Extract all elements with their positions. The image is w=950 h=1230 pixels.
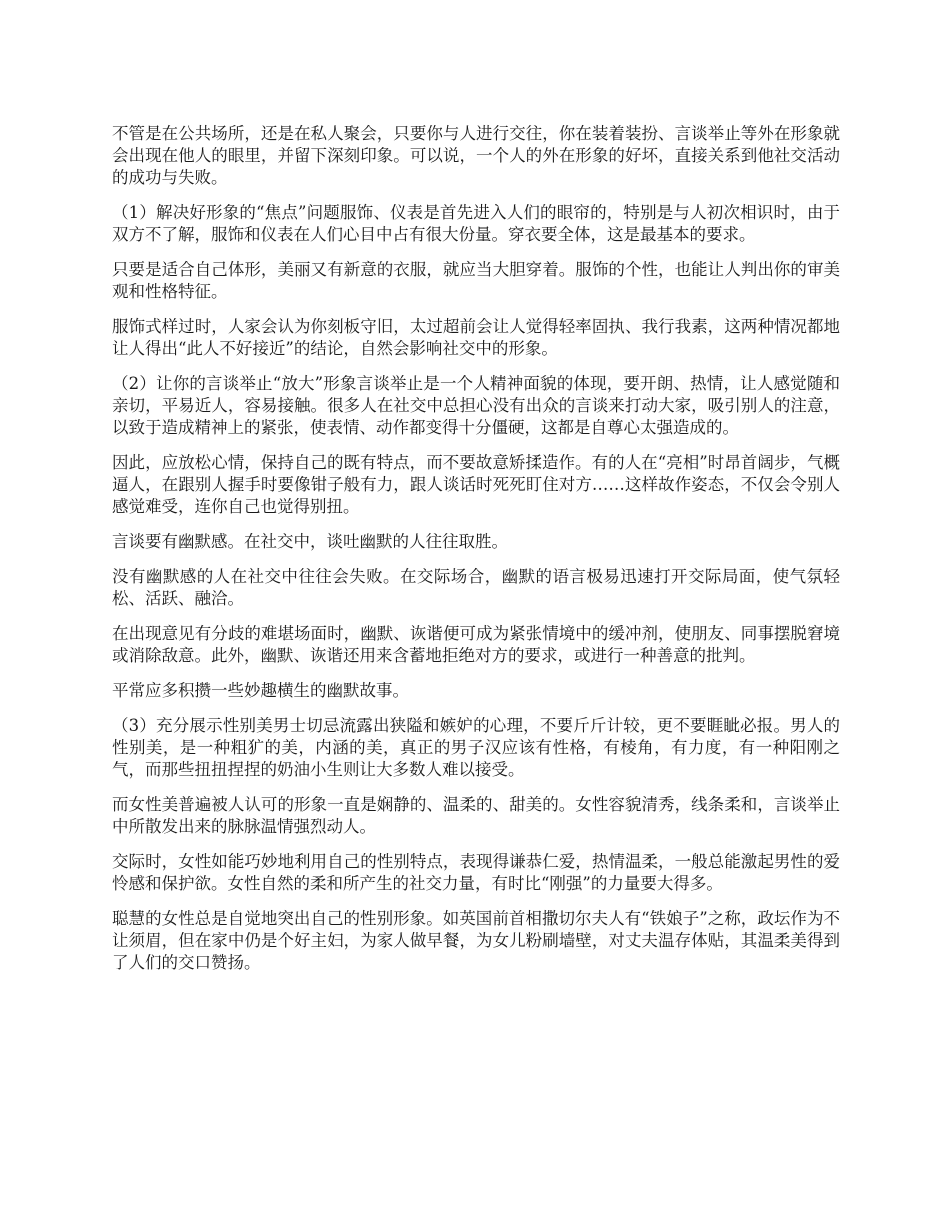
paragraph-11: （3）充分展示性别美男士切忌流露出狭隘和嫉妒的心理，不要斤斤计较，更不要睚眦必报。男人的性别美，是一种粗犷的美，内涵的美，真正的男子汉应该有性格，有棱角，有力度，有一种阳刚之气，而那些扭扭捏捏的奶油小生则让大多数人难以接受。: [112, 716, 840, 779]
paragraph-1: 不管是在公共场所，还是在私人聚会，只要你与人进行交往，你在装着装扮、言谈举止等外在形象就会出现在他人的眼里，并留下深刻印象。可以说，一个人的外在形象的好坏，直接关系到他社交活动的成功与失败。: [112, 124, 840, 187]
paragraph-2: （1）解决好形象的“焦点”问题服饰、仪表是首先进入人们的眼帘的，特别是与人初次相识时，由于双方不了解，服饰和仪表在人们心目中占有很大份量。穿衣要全体，这是最基本的要求。: [112, 203, 840, 244]
paragraph-7: 言谈要有幽默感。在社交中，谈吐幽默的人往往取胜。: [112, 532, 508, 551]
paragraph-3: 只要是适合自己体形，美丽又有新意的衣服，就应当大胆穿着。服饰的个性，也能让人判出你的审美观和性格特征。: [112, 260, 840, 301]
paragraph-13: 交际时，女性如能巧妙地利用自己的性别特点，表现得谦恭仁爱，热情温柔，一般总能激起男性的爱怜感和保护欲。女性自然的柔和所产生的社交力量，有时比“刚强”的力量要大得多。: [112, 852, 840, 893]
document-body: [112, 123, 840, 987]
paragraph-14: 聪慧的女性总是自觉地突出自己的性别形象。如英国前首相撒切尔夫人有“铁娘子”之称，政坛作为不让须眉，但在家中仍是个好主妇，为家人做早餐，为女儿粉刷墙壁，对丈夫温存体贴，其温柔美得到了人们的交口赞扬。: [112, 909, 840, 972]
paragraph-4: 服饰式样过时，人家会认为你刻板守旧，太过超前会让人觉得轻率固执、我行我素，这两种情况都地让人得出“此人不好接近”的结论，自然会影响社交中的形象。: [112, 317, 840, 358]
paragraph-8: 没有幽默感的人在社交中往往会失败。在交际场合，幽默的语言极易迅速打开交际局面，使气氛轻松、活跃、融洽。: [112, 567, 840, 608]
paragraph-10: 平常应多积攒一些妙趣横生的幽默故事。: [112, 681, 409, 700]
paragraph-12: 而女性美普遍被人认可的形象一直是娴静的、温柔的、甜美的。女性容貌清秀，线条柔和，言谈举止中所散发出来的脉脉温情强烈动人。: [112, 795, 840, 836]
paragraph-5: （2）让你的言谈举止“放大”形象言谈举止是一个人精神面貌的体现，要开朗、热情，让人感觉随和亲切，平易近人，容易接触。很多人在社交中总担心没有出众的言谈来打动大家，吸引别人的注意，以致于造成精神上的紧张，使表情、动作都变得十分僵硬，这都是自尊心太强造成的。: [112, 374, 840, 437]
paragraph-6: 因此，应放松心情，保持自己的既有特点，而不要故意矫揉造作。有的人在“亮相”时昂首阔步，气概逼人，在跟别人握手时要像钳子般有力，跟人谈话时死死盯住对方……这样故作姿态，不仅会令别人感觉难受，连你自己也觉得别扭。: [112, 453, 840, 516]
paragraph-9: 在出现意见有分歧的难堪场面时，幽默、诙谐便可成为紧张情境中的缓冲剂，使朋友、同事摆脱窘境或消除敌意。此外，幽默、诙谐还用来含蓄地拒绝对方的要求，或进行一种善意的批判。: [112, 624, 840, 665]
